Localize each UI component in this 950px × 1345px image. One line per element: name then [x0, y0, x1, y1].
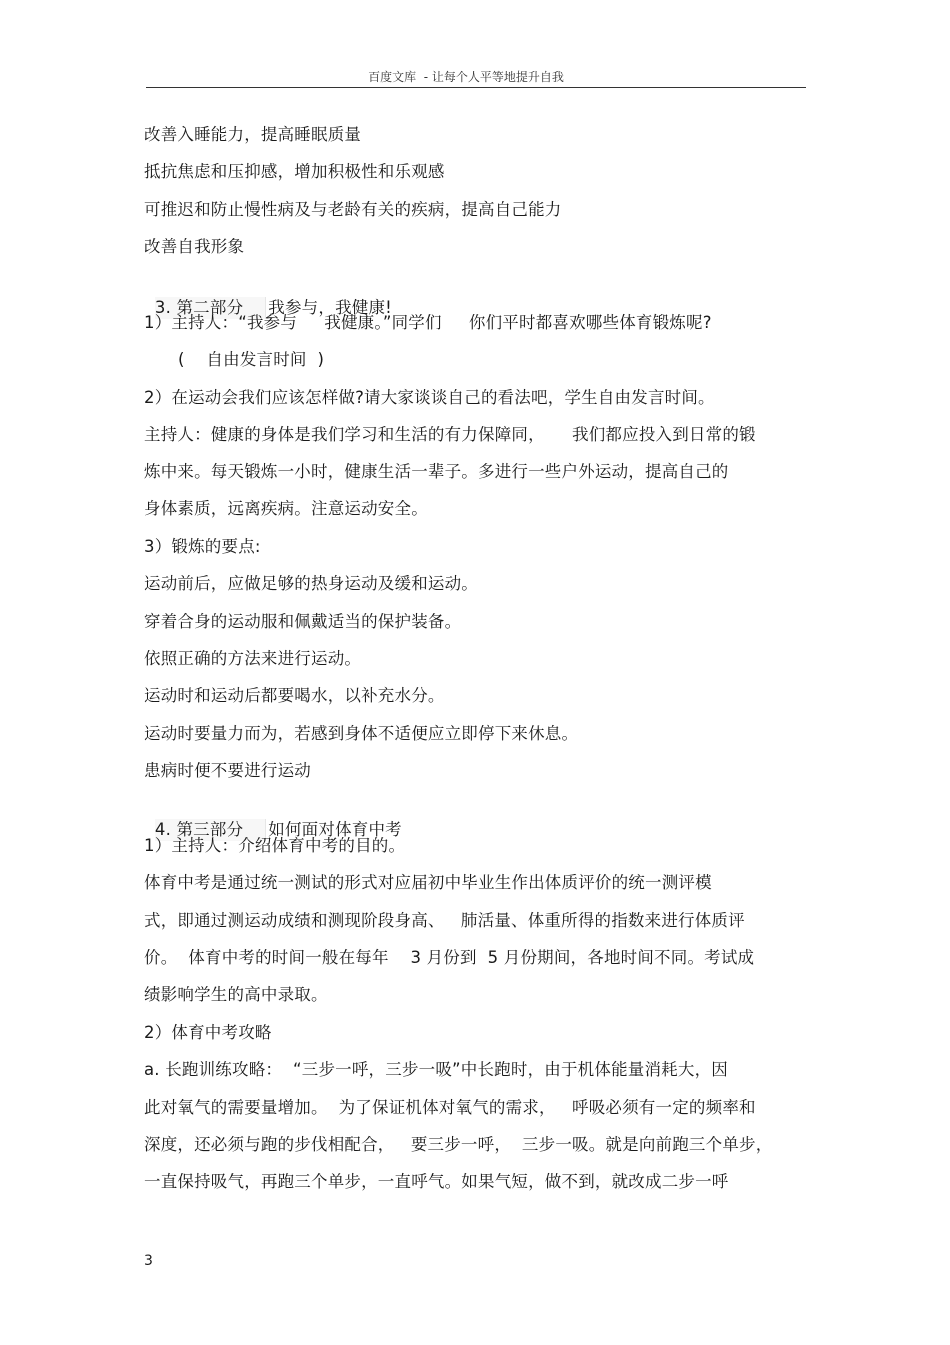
text-line: 主持人：健康的身体是我们学习和生活的有力保障同， 我们都应投入到日常的锻 [144, 425, 756, 444]
text-line: 穿着合身的运动服和佩戴适当的保护装备。 [144, 612, 462, 631]
text-line: 一直保持吸气，再跑三个单步，一直呼气。如果气短，做不到，就改成二步一呼 [144, 1172, 729, 1191]
text-line: 改善入睡能力，提高睡眠质量 [144, 125, 362, 144]
text-line: 此对氧气的需要量增加。 为了保证机体对氧气的需求， 呼吸必须有一定的频率和 [144, 1098, 756, 1117]
text-line: 深度，还必须与跑的步伐相配合， 要三步一呼， 三步一吸。就是向前跑三个单步， [144, 1135, 773, 1154]
text-line: 运动时和运动后都要喝水，以补充水分。 [144, 686, 445, 705]
section-title: 我参与，我健康! [268, 298, 392, 317]
section-title: 如何面对体育中考 [268, 820, 402, 839]
text-line: 身体素质，远离疾病。注意运动安全。 [144, 499, 428, 518]
text-line: 抵抗焦虑和压抑感，增加积极性和乐观感 [144, 162, 445, 181]
text-line: ( 自由发言时间 ) [178, 350, 325, 369]
text-line: a. 长跑训练攻略： “三步一呼，三步一吸”中长跑时，由于机体能量消耗大，因 [144, 1060, 728, 1079]
section-label: 3. 第二部分 [155, 297, 266, 319]
text-line: 炼中来。每天锻炼一小时，健康生活一辈子。多进行一些户外运动，提高自己的 [144, 462, 729, 481]
text-line: 1）主持人：“我参与 我健康。”同学们 你们平时都喜欢哪些体育锻炼呢? [144, 313, 712, 332]
header-text: 百度文库 - 让每个人平等地提升自我 [368, 70, 564, 84]
text-line: 运动前后，应做足够的热身运动及缓和运动。 [144, 574, 478, 593]
text-line: 改善自我形象 [144, 237, 245, 256]
text-line: 绩影响学生的高中录取。 [144, 985, 328, 1004]
text-line: 可推迟和防止慢性病及与老龄有关的疾病，提高自己能力 [144, 200, 562, 219]
text-line: 运动时要量力而为，若感到身体不适便应立即停下来休息。 [144, 724, 579, 743]
text-line: 3）锻炼的要点: [144, 537, 261, 556]
text-line: 依照正确的方法来进行运动。 [144, 649, 362, 668]
text-line: 价。 体育中考的时间一般在每年 3 月份到 5 月份期间，各地时间不同。考试成 [144, 948, 755, 967]
text-line: 体育中考是通过统一测试的形式对应届初中毕业生作出体质评价的统一测评模 [144, 873, 712, 892]
section-label: 4. 第三部分 [155, 819, 266, 841]
text-line: 2）体育中考攻略 [144, 1023, 272, 1042]
page-header [146, 66, 806, 88]
text-line: 式，即通过测运动成绩和测现阶段身高、 肺活量、体重所得的指数来进行体质评 [144, 911, 745, 930]
text-line: 2）在运动会我们应该怎样做?请大家谈谈自己的看法吧，学生自由发言时间。 [144, 388, 715, 407]
text-line: 1）主持人：介绍体育中考的目的。 [144, 836, 406, 855]
page-number: 3 [144, 1253, 153, 1269]
text-line: 患病时便不要进行运动 [144, 761, 311, 780]
